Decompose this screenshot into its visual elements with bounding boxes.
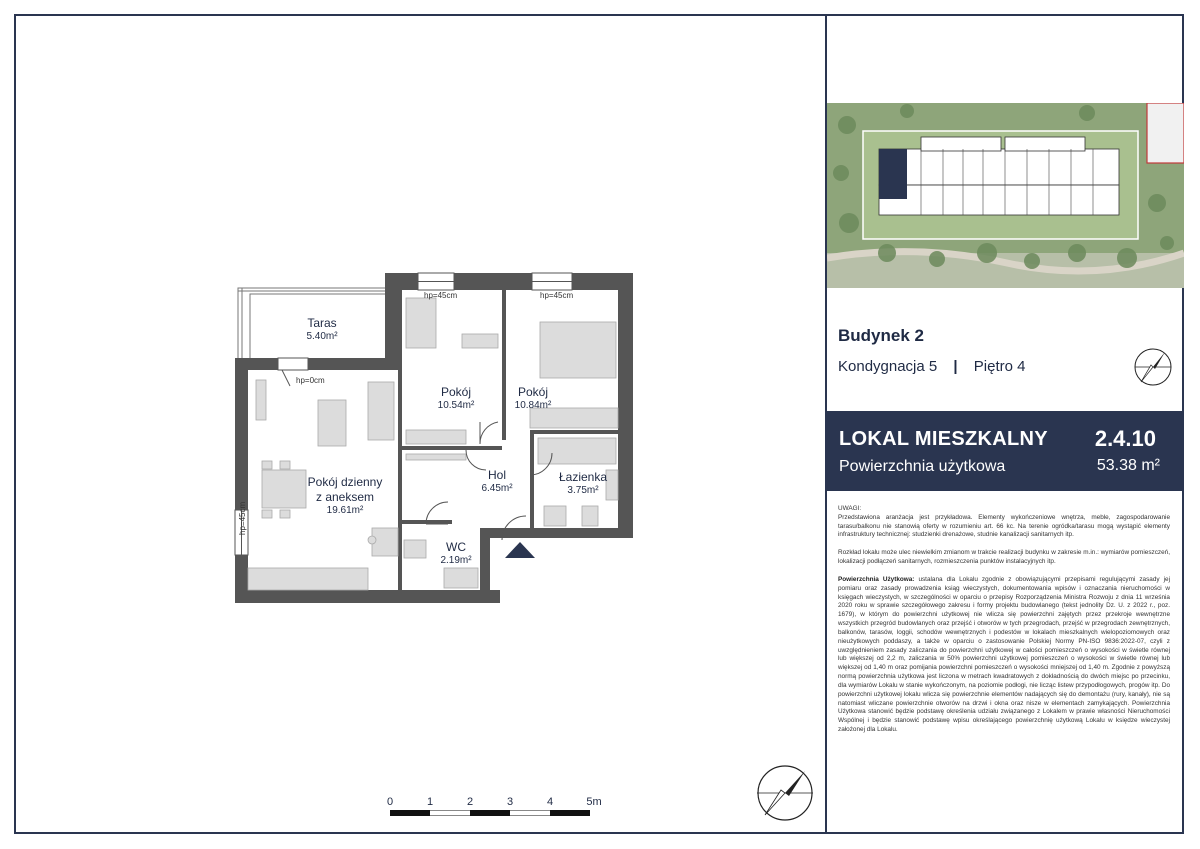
window-height-label: hp=0cm	[296, 376, 325, 385]
scale-tick: 5m	[586, 796, 602, 808]
room-label-bathroom	[559, 470, 607, 498]
floor-number: Piętro 4	[973, 358, 1026, 375]
room-name-line2: z aneksem	[315, 490, 375, 504]
usable-area-label: Powierzchnia użytkowa	[839, 458, 1006, 475]
floor-level: Kondygnacja 5	[838, 358, 938, 375]
notes-bold-term: Powierzchnia Użytkowa:	[838, 575, 915, 583]
room-area: 10.54m²	[437, 400, 475, 411]
building-name: Budynek 2	[838, 326, 924, 345]
unit-banner	[827, 411, 1184, 491]
room-label-bedroom-1	[438, 385, 475, 413]
room-name: Pokój	[517, 385, 549, 399]
room-name-line1: Pokój dzienny	[307, 475, 383, 489]
scale-bar-graphic	[390, 810, 590, 816]
site-plan-map	[827, 103, 1184, 288]
room-label-living-room	[308, 475, 383, 518]
floor-plan	[230, 270, 640, 610]
window-height-label: hp=45cm	[238, 501, 247, 535]
window-height-label: hp=45cm	[424, 291, 458, 300]
scale-tick: 2	[466, 796, 474, 808]
scale-bar	[380, 796, 620, 826]
notes-section	[838, 505, 1170, 744]
scale-tick: 1	[426, 796, 434, 808]
usable-area-value: 53.38 m²	[1096, 457, 1160, 474]
room-area: 10.84m²	[514, 400, 552, 411]
room-area: 5.40m²	[306, 331, 338, 342]
room-name: Łazienka	[558, 470, 608, 484]
notes-paragraph: Przedstawiona aranżacja jest przykładowa. Elementy wykończeniowe wnętrza, meble, zagospodarowanie tarasu/balkonu nie stanowią oferty w rozumieniu art. 66 kc. Na terenie ogródka/tarasu mogą wystąpić elementy infrastruktury technicznej: studzienki drenażowe, studnie kanalizacji sanitarnych itp.	[838, 513, 1170, 539]
room-name: Pokój	[440, 385, 472, 399]
room-label-wc	[440, 540, 471, 568]
room-label-bedroom-2	[515, 385, 552, 413]
entrance-arrow-icon	[505, 542, 535, 558]
room-area: 19.61m²	[326, 505, 364, 516]
notes-paragraph	[838, 576, 1170, 735]
scale-tick: 0	[386, 796, 394, 808]
room-label-hall	[481, 468, 512, 496]
room-name: Taras	[307, 316, 337, 330]
room-label-terrace	[306, 316, 337, 344]
room-area: 6.45m²	[481, 483, 513, 494]
room-area: 2.19m²	[440, 555, 472, 566]
room-name: WC	[446, 540, 466, 554]
room-area: 3.75m²	[567, 485, 599, 496]
compass-icon	[755, 763, 815, 823]
unit-type: LOKAL MIESZKALNY	[839, 428, 1048, 450]
scale-tick: 3	[506, 796, 514, 808]
scale-tick: 4	[546, 796, 554, 808]
window-height-label: hp=45cm	[540, 291, 574, 300]
floor-info	[838, 358, 1026, 375]
notes-text: ustalana dla Lokalu zgodnie z obowiązującymi przepisami regulującymi zasady jej pomiaru oraz zasady prowadzenia ksiąg wieczystych, dokumentowania wpisów i oznaczania nieruchomości w księgach wieczystych, w szczególności w oparciu o przepisy Rozporządzenia Ministra Rozwoju z dnia 11 września 2020 roku w sprawie szczegółowego zakresu i formy projektu budowlanego (tekst jednolity Dz. U. z 2022 r., poz. 1679), w którym do powierzchni użytkowej nie wlicza się powierzchni zajętych przez przekroje wewnętrzne wszystkich przegród budowlanych oraz przejść i otworów w tych przegrodach, przejść w przegrodach zewnętrznych, balkonów, tarasów, loggii, schodów wewnętrznych i podestów w lokalach mieszkalnych wielopoziomowych oraz nieużytkowych poddaszy, a także w oparciu o zastosowanie Polskiej Normy PN-ISO 9836:2022-07, czyli z uwzględnieniem zasady zaliczania do powierzchni użytkowej w całości pomieszczeń o wysokości w świetle równej lub większej od 2,2 m, zaliczania w 50% powierzchni użytkowej pomieszczeń o wysokości w świetle równej lub większej od 1,40 m oraz pomijania powierzchni pomieszczeń o wysokości mniejszej od 1,40 m. Zgodnie z powyższą normą powierzchnia użytkowa jest liczona w metrach kwadratowych z dokładnością do dwóch miejsc po przecinku, dla wymiarów Lokalu w stanie wykończonym, na poziomie podłogi, nie licząc listew przypodłogowych, progów itp. Do powierzchni użytkowej lokalu wlicza się powierzchnie elementów nadających się do demontażu (rury, kanały), nie są natomiast wliczane powierzchnie otworów na drzwi i okna oraz nisze w elementach zamykających. Powierzchnia Użytkowa stanowić będzie podstawę określenia udziału związanego z Lokalem w prawie własności Nieruchomości Wspólnej i będzie stanowić podstawę wpisu określającego powierzchnię użytkową Lokalu w księdze wieczystej założonej dla Lokalu.	[838, 575, 1170, 734]
notes-heading: UWAGI:	[838, 505, 862, 512]
unit-number: 2.4.10	[1094, 426, 1156, 451]
compass-icon	[1133, 347, 1173, 387]
notes-paragraph: Rozkład lokalu może ulec niewielkim zmianom w trakcie realizacji budynku w zakresie m.in.: wymiarów pomieszczeń, lokalizacji podłączeń sanitarnych, rozmieszczenia punktów instalacyjnych itp.	[838, 549, 1170, 566]
room-name: Hol	[487, 468, 506, 482]
floor-separator: |	[953, 358, 958, 375]
